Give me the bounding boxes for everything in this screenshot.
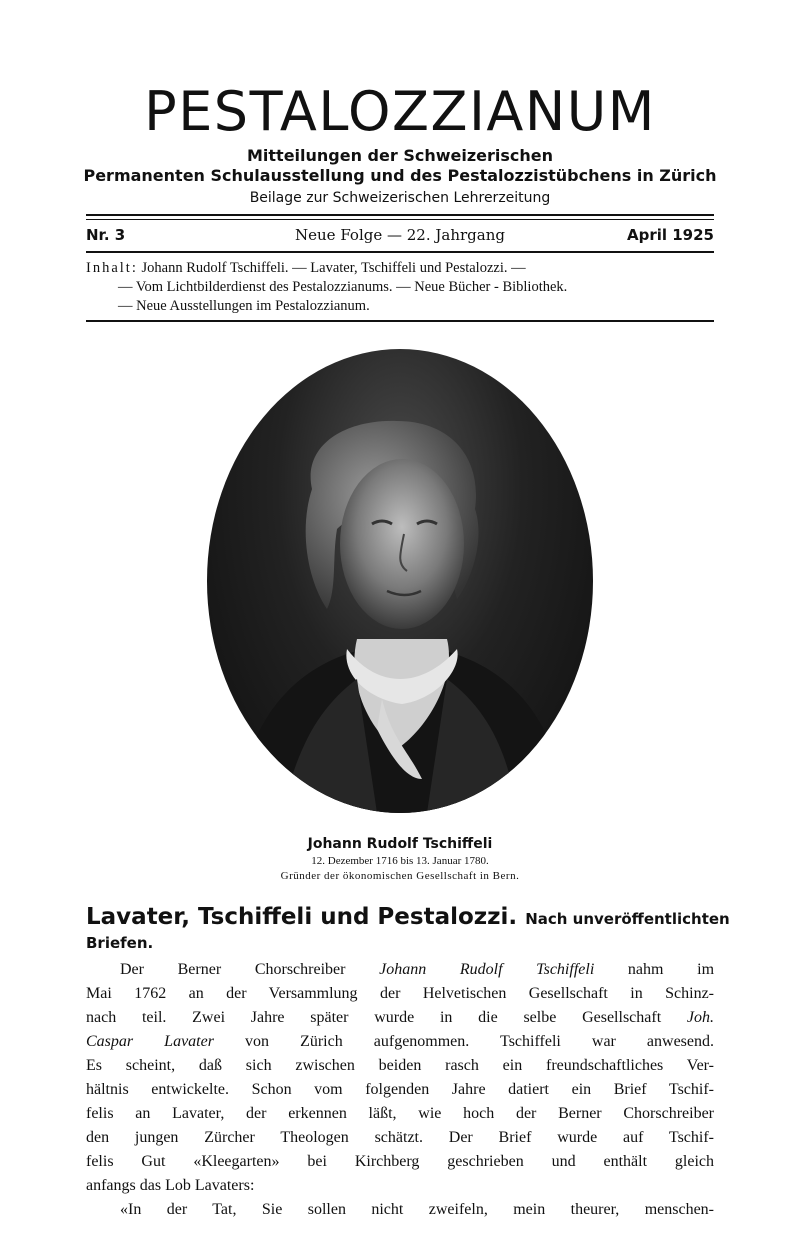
portrait-caption-dates: 12. Dezember 1716 bis 13. Januar 1780. bbox=[311, 855, 489, 867]
contents-text-1: Johann Rudolf Tschiffeli. — Lavater, Tschiffeli und Pestalozzi. — bbox=[141, 260, 526, 276]
header-rule-top bbox=[86, 214, 714, 216]
body-line-8: den jungen Zürcher Theologen schätzt. Der Brief wurde auf Tschif- bbox=[86, 1129, 714, 1146]
article-subtitle-a: Nach unveröffentlichten bbox=[525, 910, 730, 928]
body-line-4 bbox=[86, 1032, 714, 1052]
portrait-caption-role: Gründer der ökonomischen Gesellschaft in Bern. bbox=[280, 870, 520, 882]
issue-rule bbox=[86, 251, 714, 253]
body-line-1a: Der Berner Chorschreiber bbox=[120, 961, 346, 978]
issue-series: Neue Folge — 22. Jahrgang bbox=[295, 226, 505, 244]
issue-number: Nr. 3 bbox=[86, 226, 126, 244]
body-line-5: Es scheint, daß sich zwischen beiden rasch ein freundschaftliches Ver- bbox=[86, 1057, 714, 1074]
body-line-11: «In der Tat, Sie sollen nicht zweifeln, mein theurer, menschen- bbox=[120, 1201, 714, 1218]
contents-label: Inhalt: bbox=[86, 260, 138, 276]
contents-line-1 bbox=[86, 258, 716, 278]
article-title bbox=[86, 904, 730, 930]
header-rule-top-thin bbox=[86, 219, 714, 220]
portrait-caption-name: Johann Rudolf Tschiffeli bbox=[307, 836, 493, 852]
contents-line-3: — Neue Ausstellungen im Pestalozzianum. bbox=[118, 298, 370, 314]
contents-line-2: — Vom Lichtbilderdienst des Pestalozzianums. — Neue Bücher - Bibliothek. bbox=[118, 279, 568, 295]
body-line-3 bbox=[86, 1008, 714, 1028]
body-line-1 bbox=[120, 960, 714, 980]
masthead-title: PESTALOZZIANUM bbox=[144, 80, 656, 143]
body-line-7: felis an Lavater, der erkennen läßt, wie hoch der Berner Chorschreiber bbox=[86, 1105, 714, 1122]
masthead-subtitle-2: Permanenten Schulausstellung und des Pestalozzistübchens in Zürich bbox=[83, 166, 717, 185]
body-line-9: felis Gut «Kleegarten» bei Kirchberg geschrieben und enthält gleich bbox=[86, 1153, 714, 1170]
supplement-line: Beilage zur Schweizerischen Lehrerzeitung bbox=[249, 190, 551, 206]
body-line-4a: Caspar Lavater bbox=[86, 1033, 214, 1050]
masthead-subtitle-1: Mitteilungen der Schweizerischen bbox=[246, 146, 554, 165]
portrait-figure-icon bbox=[207, 349, 593, 813]
portrait-engraving bbox=[207, 349, 593, 813]
body-line-3a: nach teil. Zwei Jahre später wurde in die selbe Gesellschaft bbox=[86, 1009, 662, 1026]
body-line-1c: nahm im bbox=[627, 961, 715, 978]
body-line-3b: Joh. bbox=[686, 1009, 715, 1026]
issue-date: April 1925 bbox=[627, 226, 714, 244]
body-line-4b: von Zürich aufgenommen. Tschiffeli war anwesend. bbox=[245, 1033, 715, 1050]
body-line-6: hältnis entwickelte. Schon vom folgenden Jahre datiert ein Brief Tschif- bbox=[86, 1081, 714, 1098]
contents-rule bbox=[86, 320, 714, 322]
body-line-10: anfangs das Lob Lavaters: bbox=[86, 1177, 255, 1194]
body-line-1b: Johann Rudolf Tschiffeli bbox=[379, 961, 595, 978]
body-line-2: Mai 1762 an der Versammlung der Helvetischen Gesellschaft in Schinz- bbox=[86, 985, 714, 1002]
article-subtitle-b: Briefen. bbox=[86, 934, 154, 952]
article-title-main: Lavater, Tschiffeli und Pestalozzi. bbox=[86, 904, 518, 930]
